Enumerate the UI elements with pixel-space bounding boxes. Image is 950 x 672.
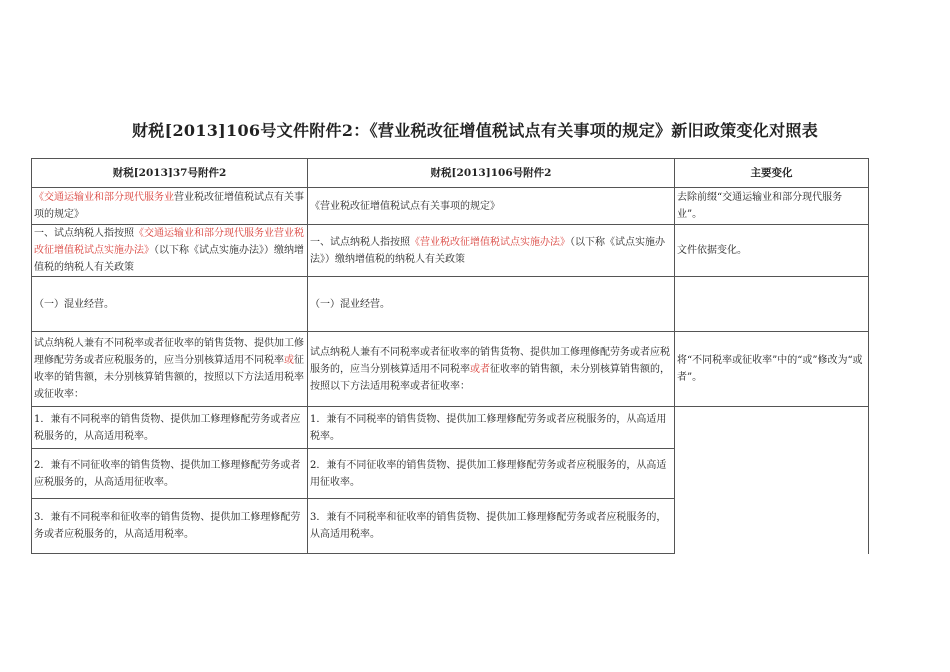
cell-text: 去除前缀“交通运输业和部分现代服务业”。 [677,192,843,220]
change-cell [675,225,869,277]
highlighted-text: 或者 [470,363,490,375]
header-main-changes: 主要变化 [675,159,869,188]
cell-text: 一、试点纳税人指按照 [34,228,134,239]
highlighted-text: 或 [284,355,294,366]
cell-text: （一）混业经营。 [34,298,114,310]
change-cell [675,188,869,225]
cell-text: 1．兼有不同税率的销售货物、提供加工修理修配劳务或者应税服务的，从高适用税率。 [310,413,667,442]
new-policy-cell [308,188,675,225]
old-policy-cell [32,225,308,277]
cell-text: （以下称《试点实施办法》）缴纳增值税的纳税人有关政策 [34,245,304,273]
new-policy-cell [308,407,675,449]
change-cell [675,407,869,554]
old-policy-cell [32,332,308,407]
table-row [32,332,869,407]
new-policy-cell [308,499,675,554]
old-policy-cell [32,277,308,332]
cell-text: 一、试点纳税人指按照 [310,236,410,248]
highlighted-text: 《交通运输业和部分现代服务业 [34,192,174,203]
cell-text: 征收率的销售额，未分别核算销售额的，按照以下方法适用税率或者征收率： [310,363,670,392]
old-policy-cell [32,407,308,449]
highlighted-text: 《交通运输业和部分现代服务业营业税改征增值税试点实施办法》 [34,228,304,256]
new-policy-cell [308,332,675,407]
change-cell [675,332,869,407]
cell-text: 试点纳税人兼有不同税率或者征收率的销售货物、提供加工修理修配劳务或者应税服务的，应当分别核算适用不同税率 [34,338,304,366]
cell-text: （一）混业经营。 [310,298,390,310]
cell-text: 文件依据变化。 [677,245,747,256]
document-title: 财税[2013]106号文件附件2：《营业税改征增值税试点有关事项的规定》新旧政策变化对照表 [131,121,818,140]
header-new-policy: 财税[2013]106号附件2 [308,159,675,188]
cell-text: 3．兼有不同税率和征收率的销售货物、提供加工修理修配劳务或者应税服务的，从高适用税率。 [34,512,301,540]
cell-text: 将“不同税率或征收率”中的“或”修改为“或者”。 [677,355,863,383]
comparison-table [31,158,869,554]
header-old-policy: 财税[2013]37号附件2 [32,159,308,188]
cell-text: 营业税改征增值税试点有关事项的规定》 [34,192,304,220]
table-row [32,225,869,277]
cell-text: 2．兼有不同征收率的销售货物、提供加工修理修配劳务或者应税服务的，从高适用征收率。 [34,459,301,488]
highlighted-text: 《营业税改征增值税试点实施办法》 [410,236,570,248]
cell-text: （以下称《试点实施办法》）缴纳增值税的纳税人有关政策 [310,236,665,265]
new-policy-cell [308,277,675,332]
table-row [32,407,869,449]
cell-text: 试点纳税人兼有不同税率或者征收率的销售货物、提供加工修理修配劳务或者应税服务的，应当分别核算适用不同税率 [310,346,670,375]
cell-text: 1．兼有不同税率的销售货物、提供加工修理修配劳务或者应税服务的，从高适用税率。 [34,413,301,442]
new-policy-cell [308,449,675,499]
cell-text: 征收率的销售额，未分别核算销售额的，按照以下方法适用税率或征收率： [34,355,304,400]
old-policy-cell [32,188,308,225]
cell-text: 《营业税改征增值税试点有关事项的规定》 [310,200,500,212]
old-policy-cell [32,499,308,554]
header-row [32,159,869,188]
cell-text: 2．兼有不同征收率的销售货物、提供加工修理修配劳务或者应税服务的，从高适用征收率。 [310,459,667,488]
cell-text: 3．兼有不同税率和征收率的销售货物、提供加工修理修配劳务或者应税服务的，从高适用税率。 [310,512,667,540]
new-policy-cell [308,225,675,277]
change-cell [675,277,869,332]
table-row [32,188,869,225]
table-row [32,277,869,332]
old-policy-cell [32,449,308,499]
